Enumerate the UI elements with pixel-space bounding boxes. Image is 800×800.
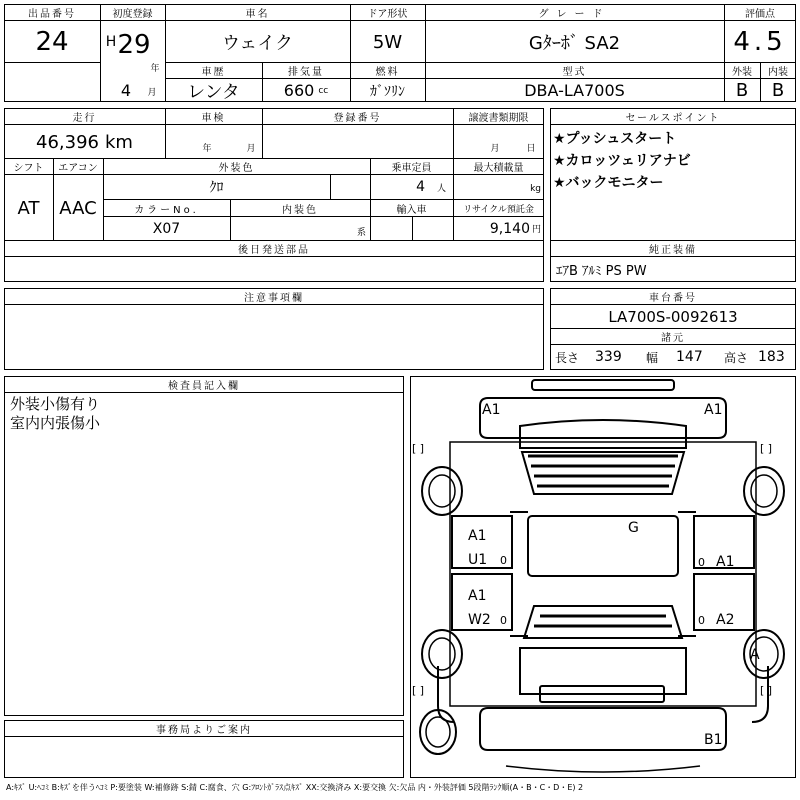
- transfer-month-unit: 月: [490, 143, 500, 154]
- first-reg-label: 初度登録: [112, 8, 153, 20]
- equipment-value: ｴｱB ｱﾙﾐ PS PW: [556, 263, 647, 279]
- sales-point-3: ★バックモニター: [553, 175, 664, 191]
- specs-length-label: 長さ: [555, 350, 580, 365]
- inspector-line-1: 外装小傷有り: [10, 395, 101, 413]
- recycle-number: 9,140: [489, 220, 530, 237]
- shift-label: シフト: [13, 162, 44, 174]
- bracket-rear-left: [ ]: [412, 684, 425, 697]
- aircon-value: AAC: [59, 197, 97, 219]
- capacity-number: 4: [416, 179, 425, 195]
- mileage-unit: km: [105, 131, 133, 153]
- bracket-front-left: [ ]: [412, 442, 425, 455]
- specs-length: [555, 346, 637, 368]
- int-color-unit: 系: [356, 227, 366, 238]
- grade-label: グレード: [538, 8, 611, 20]
- history-value: レンタ: [187, 81, 240, 102]
- fuel-value: ｶﾞｿﾘﾝ: [370, 83, 405, 100]
- specs-length-value: 339: [595, 349, 622, 365]
- history-label: 車歴: [201, 66, 226, 78]
- lot-no-label: 出品番号: [28, 8, 76, 20]
- score-label: 評価点: [745, 8, 775, 20]
- mileage-value: [4, 126, 165, 158]
- specs-width-value: 147: [676, 349, 703, 365]
- mark-left-front-1: A1: [468, 528, 487, 544]
- capacity-label: 乗車定員: [391, 162, 432, 174]
- displacement-value: [262, 79, 350, 102]
- zero-left-rear: 0: [500, 614, 507, 627]
- inspection-label: 車検: [201, 112, 226, 124]
- displacement-unit: cc: [318, 85, 329, 96]
- model-label: 型式: [562, 66, 587, 78]
- mark-rear-wheel: A: [750, 647, 760, 663]
- interior-grade-label: 内装: [768, 66, 788, 78]
- exterior-grade-label: 外装: [732, 66, 752, 78]
- equipment-label: 純正装備: [649, 244, 697, 256]
- bracket-front-right: [ ]: [760, 442, 773, 455]
- transfer-deadline-label: 譲渡書類期限: [468, 112, 529, 124]
- ext-color-value: ｸﾛ: [209, 180, 224, 196]
- fuel-label: 燃料: [375, 66, 400, 78]
- displacement-number: 660: [283, 81, 315, 100]
- car-name-label: 車名: [245, 8, 270, 20]
- zero-right-front: 0: [698, 556, 705, 569]
- mark-glass: G: [628, 520, 639, 536]
- ext-color-label: 外装色: [218, 162, 255, 174]
- sales-points-label: セールスポイント: [625, 112, 721, 124]
- sales-point-1: ★プッシュスタート: [553, 131, 677, 147]
- specs-label: 諸元: [661, 332, 685, 344]
- recycle-unit: 円: [531, 225, 541, 235]
- sales-point-2: ★カロッツェリアナビ: [553, 153, 691, 169]
- first-reg-era: H: [105, 34, 117, 50]
- score-value: 4.5: [733, 27, 787, 57]
- grade-value: Gﾀｰﾎﾞ SA2: [528, 33, 621, 54]
- car-name-value: ウェイク: [222, 33, 293, 54]
- max-load-label: 最大積載量: [473, 162, 524, 174]
- model-value: DBA-LA700S: [524, 81, 625, 100]
- specs-height-value: 183: [758, 349, 785, 365]
- color-no-label: カラーNo.: [134, 204, 199, 216]
- reg-no-label: 登録番号: [333, 112, 382, 124]
- mark-left-rear-1: A1: [468, 588, 487, 604]
- chassis-label: 車台番号: [649, 292, 697, 304]
- int-color-label: 内装色: [282, 204, 318, 216]
- door-value: 5W: [372, 31, 403, 53]
- door-label: ドア形状: [367, 8, 408, 20]
- chassis-value: LA700S-0092613: [608, 307, 738, 326]
- first-reg-month: 4: [120, 80, 132, 100]
- interior-grade-value: B: [771, 80, 785, 101]
- mark-left-front-2: U1: [468, 552, 488, 568]
- transfer-day-unit: 日: [526, 143, 536, 154]
- shift-value: AT: [17, 197, 40, 219]
- recycle-label: リサイクル預託金: [463, 204, 534, 215]
- specs-height: [724, 346, 796, 368]
- mark-left-rear-2: W2: [468, 612, 491, 628]
- inspection-year-unit: 年: [202, 143, 212, 154]
- mark-rear-bumper: B1: [704, 732, 723, 748]
- displacement-label: 排気量: [288, 66, 324, 78]
- later-parts-label: 後日発送部品: [238, 244, 310, 256]
- notes-label: 注意事項欄: [244, 292, 304, 304]
- zero-left-front: 0: [500, 554, 507, 567]
- mark-front-left: A1: [482, 402, 501, 418]
- inspection-month-unit: 月: [246, 143, 256, 154]
- first-reg-year: 29: [117, 30, 151, 60]
- imported-label: 輸入車: [396, 204, 427, 216]
- office-label: 事務局よりご案内: [156, 724, 252, 736]
- first-reg-year-unit: 年: [150, 63, 160, 74]
- car-diagram: [410, 376, 796, 778]
- max-load-unit: kg: [530, 184, 541, 194]
- mileage-label: 走行: [72, 112, 97, 124]
- mark-right-front: A1: [716, 554, 735, 570]
- zero-right-rear: 0: [698, 614, 705, 627]
- lot-no-value: 24: [35, 27, 69, 57]
- specs-height-label: 高さ: [724, 350, 749, 365]
- mark-right-rear: A2: [716, 612, 735, 628]
- mark-front-right: A1: [704, 402, 723, 418]
- specs-width-label: 幅: [646, 350, 659, 365]
- capacity-unit: 人: [436, 183, 446, 194]
- capacity-value: [370, 175, 450, 199]
- inspector-label: 検査員記入欄: [168, 380, 240, 392]
- recycle-value: [453, 217, 541, 240]
- front-right-wheel: [744, 467, 784, 515]
- exterior-grade-value: B: [735, 80, 749, 101]
- mileage-number: 46,396: [36, 131, 99, 153]
- legend: A:ｷｽﾞ U:ﾍｺﾐ B:ｷｽﾞを伴うﾍｺﾐ P:要塗装 W:補修跡 S:錆 C:腐食、穴 G:ﾌﾛﾝﾄｶﾞﾗｽ点ｷｽﾞ XX:交換済み X:要交換 欠:欠品 内・外装評価 5段階ﾗﾝｸ順(A・B・C・D・E) 2: [6, 783, 584, 792]
- aircon-label: エアコン: [58, 162, 98, 174]
- inspector-line-2: 室内内張傷小: [10, 414, 101, 432]
- color-no-value: X07: [152, 220, 181, 237]
- first-reg-month-unit: 月: [147, 87, 157, 98]
- front-left-wheel: [422, 467, 462, 515]
- bracket-rear-right: [ ]: [760, 684, 773, 697]
- specs-width: [646, 346, 718, 368]
- rear-left-wheel: [422, 630, 462, 678]
